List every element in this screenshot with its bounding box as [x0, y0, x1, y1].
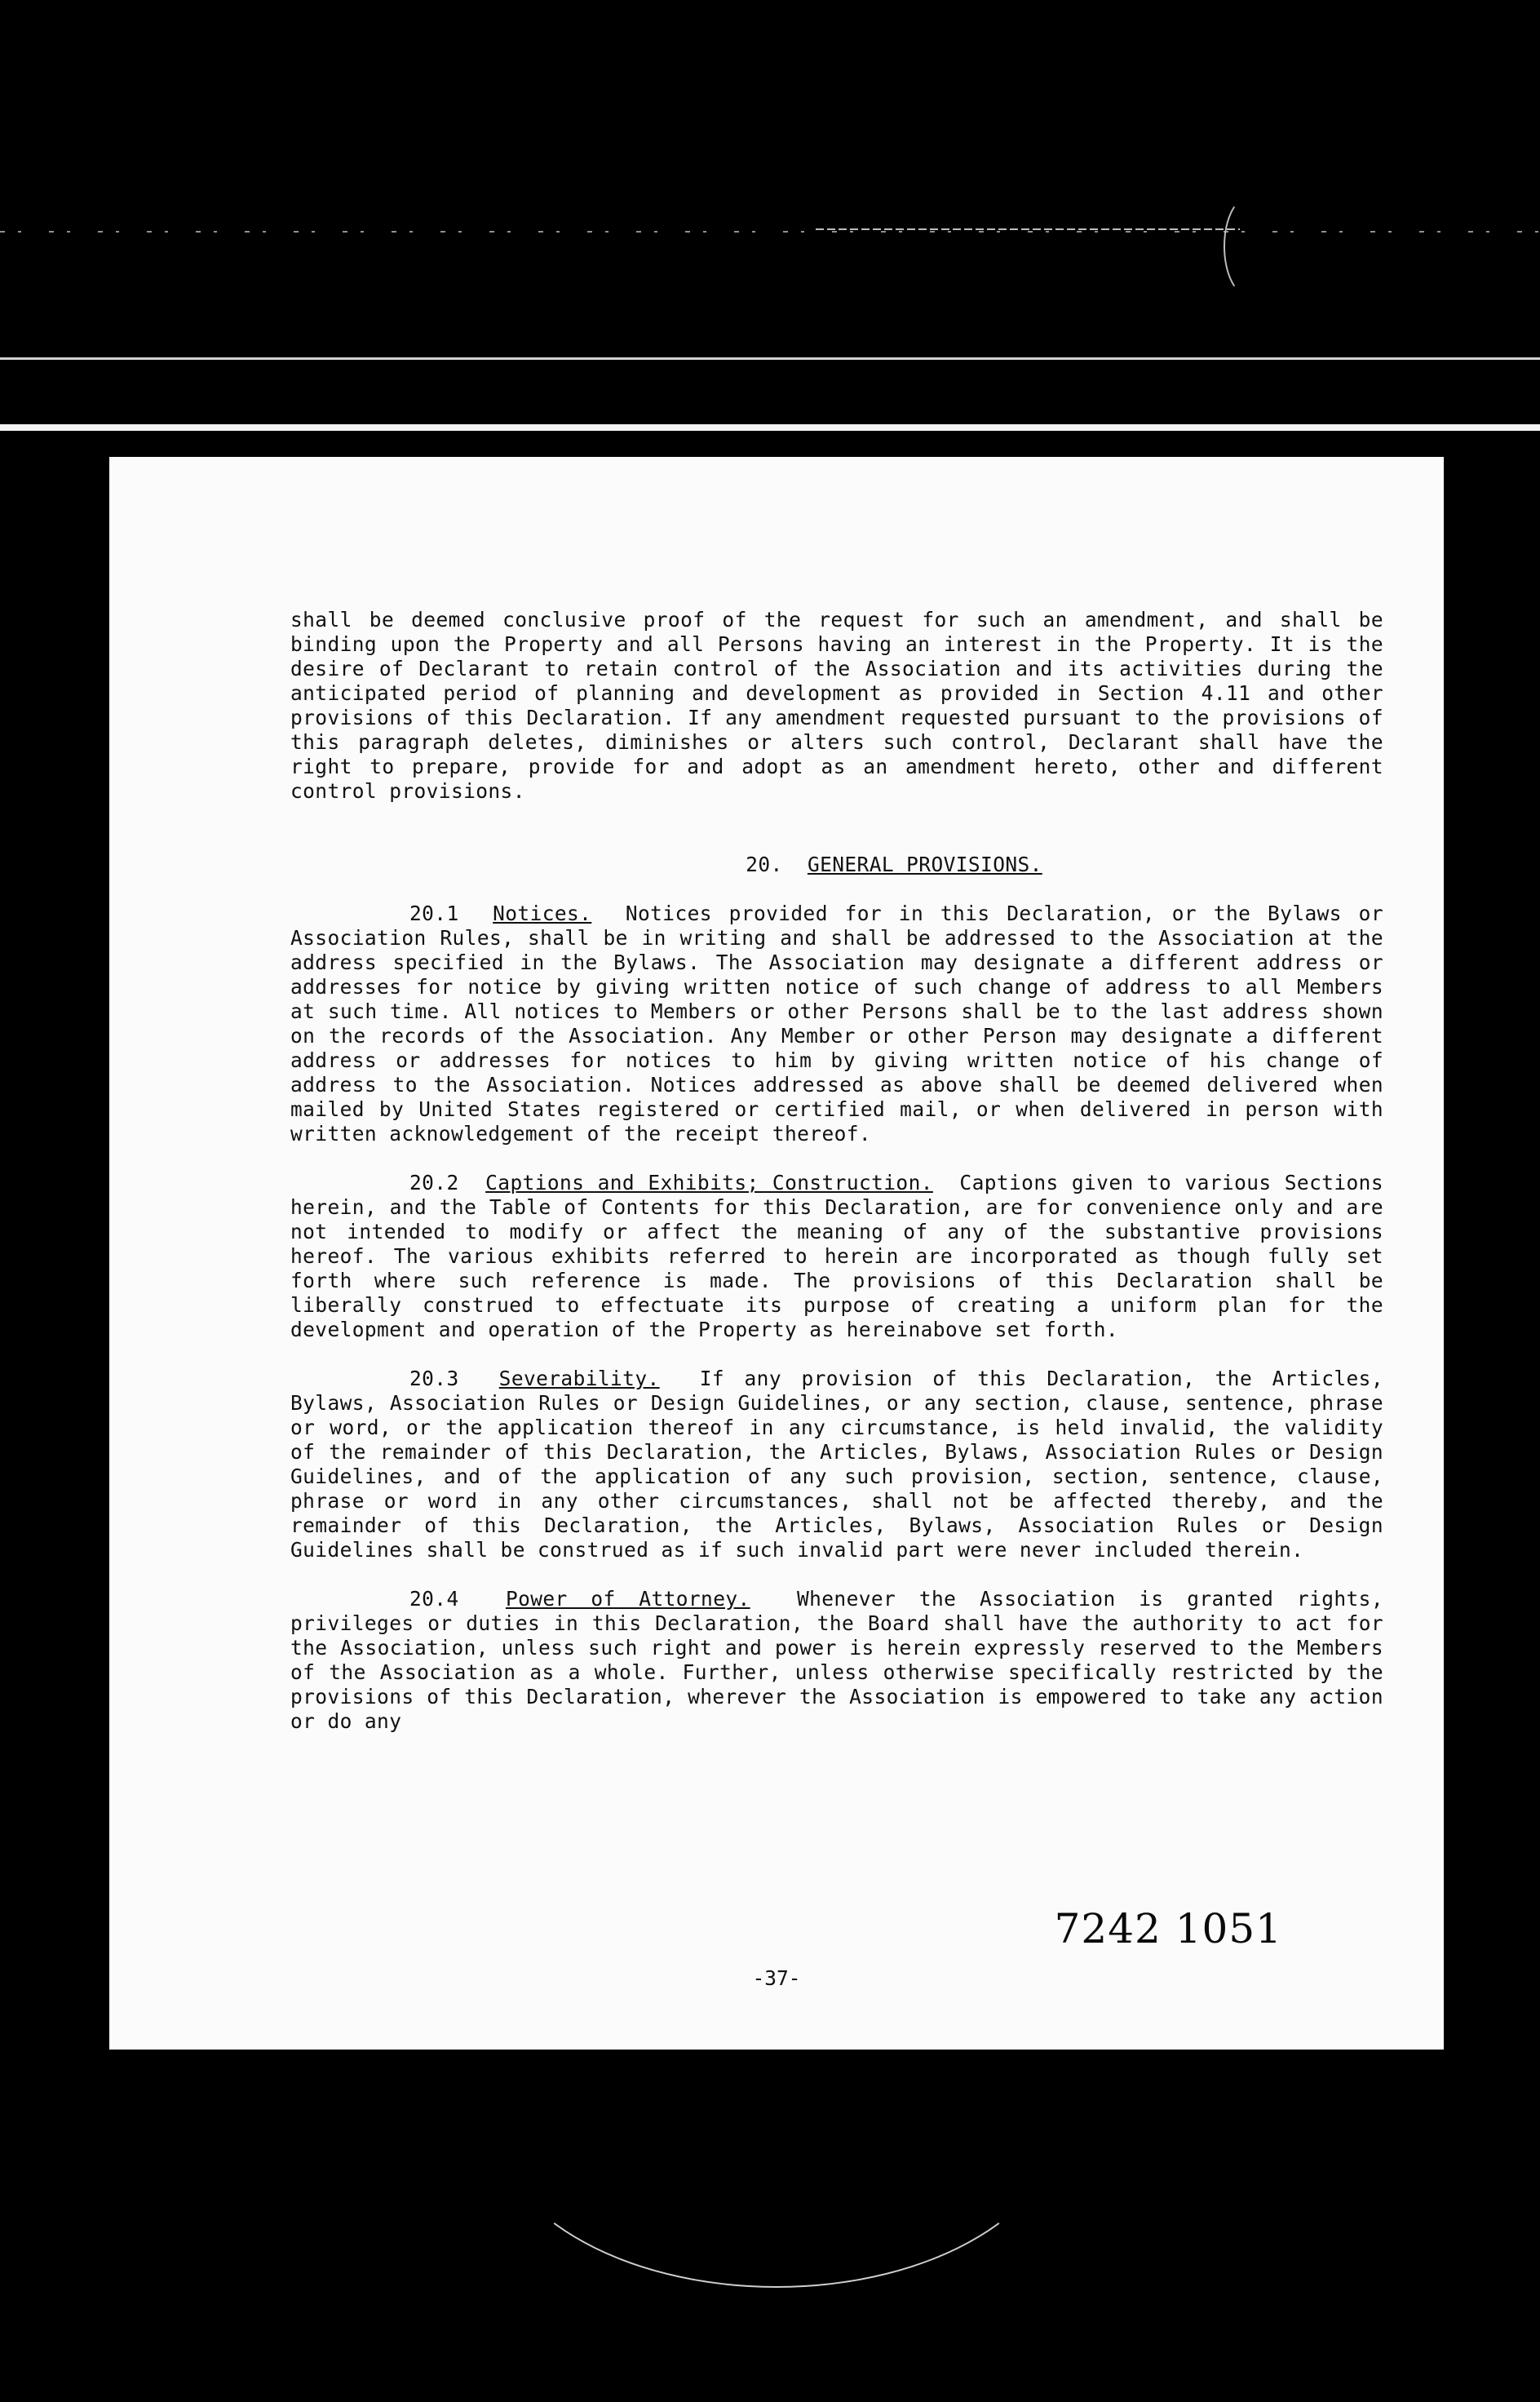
subsection-paragraph [290, 1171, 1383, 1342]
section-heading [290, 853, 1383, 877]
subsection-text: Whenever the Association is granted rights, privileges or duties in this Declaration, the Board shall have the authority to act for the Association, unless such right and power is herein expressly reserved to the Members of the Association as a whole. Further, unless otherwise specifically restricted by the provisions of this Declaration, wherever the Association is empowered to take any action or do any [290, 1587, 1383, 1733]
document-page [109, 457, 1444, 2050]
recording-stamp: 7242 1051 [1054, 1905, 1282, 1952]
scan-artifact-line [0, 357, 1540, 360]
document-body [290, 608, 1383, 1758]
subsection-number: 20.2 [409, 1171, 459, 1194]
page-number: -37- [752, 1966, 801, 1990]
subsection-title: Power of Attorney. [505, 1587, 750, 1611]
subsection-paragraph [290, 1367, 1383, 1562]
subsection-paragraph [290, 902, 1383, 1146]
subsection-number: 20.4 [409, 1587, 459, 1611]
scan-artifact-line [0, 424, 1540, 431]
subsection-text: Captions given to various Sections herein, and the Table of Contents for this Declaration, are for convenience only and are not intended to modify or affect the meaning of any of the substantive provisions hereof. The various exhibits referred to herein are incorporated as though fully set forth where such reference is made. The provisions of this Declaration shall be liberally construed to effectuate its purpose of creating a uniform plan for the development and operation of the Property as hereinabove set forth. [290, 1171, 1383, 1341]
section-title: GENERAL PROVISIONS. [807, 853, 1042, 876]
subsection-number: 20.3 [409, 1367, 459, 1390]
scan-artifact-dashes [816, 228, 1240, 230]
subsection-text: Notices provided for in this Declaration, or the Bylaws or Association Rules, shall be in writing and shall be addressed to the Association at the address specified in the Bylaws. The Association may designate a different address or addresses for notice by giving written notice of such change of address to all Members at such time. All notices to Members or other Persons shall be to the last address shown on the records of the Association. Any Member or other Person may designate a different address or addresses for notices to him by giving written notice of his change of address to the Association. Notices addressed as above shall be deemed delivered when mailed by United States registered or certified mail, or when delivered in person with written acknowledgement of the receipt thereof. [290, 902, 1383, 1146]
subsection-title: Notices. [493, 902, 592, 925]
subsection-text: If any provision of this Declaration, the Articles, Bylaws, Association Rules or Design Guidelines, or any section, clause, sentence, phrase or word, or the application thereof in any circumstance, is held invalid, the validity of the remainder of this Declaration, the Articles, Bylaws, Association Rules or Design Guidelines, and of the application of any such provision, section, sentence, clause, phrase or word in any other circumstances, shall not be affected thereby, and the remainder of this Declaration, the Articles, Bylaws, Association Rules or Design Guidelines shall be construed as if such invalid part were never included therein. [290, 1367, 1383, 1562]
scan-artifact-dashes [0, 231, 1540, 233]
section-number: 20. [746, 853, 783, 876]
subsection-title: Captions and Exhibits; Construction. [485, 1171, 933, 1194]
subsection-title: Severability. [498, 1367, 660, 1390]
scan-artifact-curve [1224, 196, 1276, 297]
subsection-number: 20.1 [409, 902, 459, 925]
subsection-paragraph [290, 1587, 1383, 1734]
intro-paragraph: shall be deemed conclusive proof of the request for such an amendment, and shall be binding upon the Property and all Persons having an interest in the Property. It is the desire of Declarant to retain control of the Association and its activities during the anticipated period of planning and development as provided in Section 4.11 and other provisions of this Declaration. If any amendment requested pursuant to the provisions of this paragraph deletes, diminishes or alters such control, Declarant shall have the right to prepare, provide for and adopt as an amendment hereto, other and different control provisions. [290, 608, 1383, 803]
